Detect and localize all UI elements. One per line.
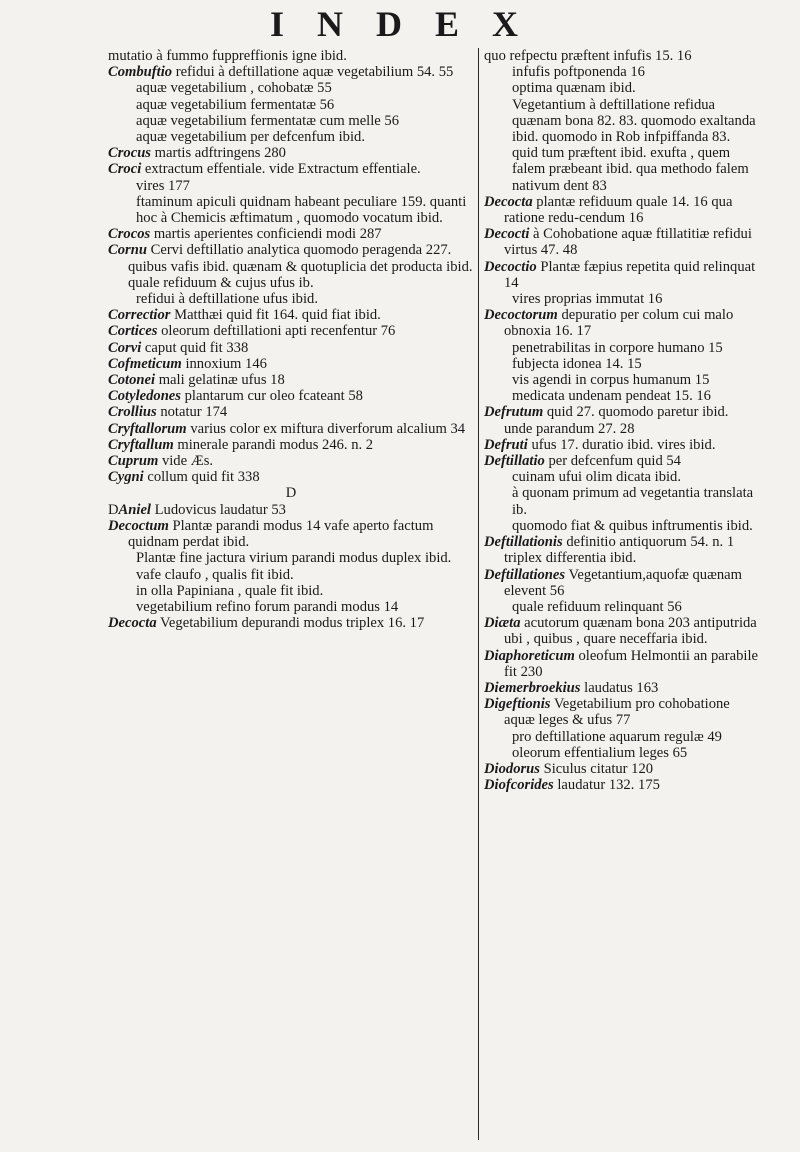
- drop-capital: D: [108, 501, 119, 518]
- index-column-right: [484, 48, 758, 793]
- index-entry: [484, 194, 758, 226]
- index-entry-text: per defcenfum quid 54: [548, 453, 681, 470]
- index-entry: [484, 567, 758, 599]
- index-entry: [108, 178, 474, 194]
- index-entry-text: à Cohobatione aquæ ftillatitiæ refidui virtus 47. 48: [504, 226, 752, 259]
- index-entry-text: acutorum quænam bona 203 antiputrida ubi , quibus , quare neceffaria ibid.: [504, 615, 757, 648]
- index-entry-text: à quonam primum ad vegetantia translata ib.: [512, 485, 754, 518]
- index-entry: [108, 113, 474, 129]
- index-entry: [108, 97, 474, 113]
- index-entry: [108, 226, 474, 242]
- index-entry: [484, 615, 758, 647]
- index-entry-text: cuinam ufui olim dicata ibid.: [512, 469, 682, 486]
- index-headword: Cotyledones: [108, 388, 181, 405]
- index-entry: [484, 64, 758, 80]
- index-entry-text: Vegetantium à deftillatione refidua quænam bona 82. 83. quomodo exaltanda ibid. quomodo in Rob infpiffanda 83. quid tum præftent ibid. exufta , quem falem præbeant ibid. qua methodo falem nativum dent 83: [512, 96, 756, 194]
- index-entry-text: mutatio à fummo fuppreffionis igne ibid.: [108, 48, 347, 64]
- index-entry-text: Plantæ fine jactura virium parandi modus duplex ibid.: [136, 550, 452, 567]
- index-entry-text: notatur 174: [160, 404, 228, 421]
- index-entry-text: quale refiduum relinquant 56: [512, 598, 682, 615]
- index-headword: Cryftallum: [108, 436, 174, 453]
- index-entry-text: Vegetabilium depurandi modus triplex 16. 17: [160, 615, 425, 632]
- index-entry: [484, 97, 758, 194]
- index-headword: Digeftionis: [484, 696, 551, 713]
- index-entry: [108, 340, 474, 356]
- index-headword: Cuprum: [108, 453, 159, 470]
- index-headword: Defrutum: [484, 404, 544, 421]
- index-entry-text: minerale parandi modus 246. n. 2: [177, 436, 374, 453]
- index-entry: [484, 437, 758, 453]
- index-headword: Decoctorum: [484, 307, 558, 324]
- index-entry-text: Vegetantium,aquofæ quænam elevent 56: [504, 566, 742, 599]
- index-headword: Crocos: [108, 226, 151, 243]
- index-column-left: [108, 48, 474, 631]
- index-headword: Croci: [108, 161, 142, 178]
- index-entry: [108, 421, 474, 437]
- index-headword: Deftillationis: [484, 534, 563, 551]
- index-entry: [484, 372, 758, 388]
- index-entry-text: Plantæ parandi modus 14 vafe aperto factum quidnam perdat ibid.: [128, 517, 434, 551]
- index-entry: [108, 372, 474, 388]
- index-entry: [108, 291, 474, 307]
- index-entry: [108, 518, 474, 550]
- index-entry-text: martis aperientes conficiendi modi 287: [153, 226, 382, 243]
- index-entry: [108, 242, 474, 291]
- index-entry: [108, 307, 474, 323]
- index-entry: [108, 453, 474, 469]
- index-entry-text: vegetabilium refino forum parandi modus 14: [136, 598, 399, 615]
- index-entry-text: martis adftringens 280: [154, 145, 286, 162]
- index-entry: [484, 485, 758, 517]
- index-headword: Correctior: [108, 307, 171, 324]
- index-entry: [108, 599, 474, 615]
- index-entry-text: quomodo fiat & quibus inftrumentis ibid.: [512, 517, 753, 534]
- index-entry-text: vafe claufo , qualis fit ibid.: [136, 566, 294, 583]
- index-headword: Cryftallorum: [108, 420, 187, 437]
- index-entry-text: aquæ vegetabilium fermentatæ 56: [136, 96, 335, 113]
- index-headword: Cofmeticum: [108, 355, 182, 372]
- index-entry: [108, 161, 474, 177]
- index-entry: [484, 388, 758, 404]
- index-entry: [484, 453, 758, 469]
- index-entry: [108, 567, 474, 583]
- index-entry: [484, 226, 758, 258]
- column-divider: [478, 48, 479, 1140]
- index-entry: [108, 145, 474, 161]
- page-header: I N D E X: [269, 4, 530, 44]
- index-headword: Diemerbroekius: [484, 679, 581, 696]
- index-headword: Cygni: [108, 469, 144, 486]
- index-entry: [484, 648, 758, 680]
- index-entry: [108, 583, 474, 599]
- index-entry: [108, 64, 474, 80]
- index-entry-text: pro deftillatione aquarum regulæ 49: [512, 728, 722, 745]
- index-entry-text: ftaminum apiculi quidnam habeant peculiare 159. quanti hoc à Chemicis æftimatum , quomodo vocatum ibid.: [136, 193, 467, 227]
- index-entry: [108, 80, 474, 96]
- index-headword: Decocta: [108, 615, 157, 632]
- index-entry: [484, 356, 758, 372]
- index-entry: [108, 388, 474, 404]
- index-entry: [108, 404, 474, 420]
- index-entry-text: vires proprias immutat 16: [512, 291, 663, 308]
- index-entry-text: oleorum deftillationi apti recenfentur 76: [161, 323, 396, 340]
- index-entry: [108, 129, 474, 145]
- index-headword: Cornu: [108, 242, 147, 259]
- index-headword: Decocta: [484, 193, 533, 210]
- index-entry-text: refidui à deftillatione aquæ vegetabilium 54. 55: [175, 64, 454, 81]
- index-entry-text: aquæ vegetabilium per defcenfum ibid.: [136, 129, 365, 146]
- index-headword: Aniel: [118, 501, 151, 518]
- index-entry-text: aquæ vegetabilium , cohobatæ 55: [136, 80, 332, 97]
- index-headword: Diaphoreticum: [484, 647, 575, 664]
- index-entry-text: caput quid fit 338: [144, 339, 249, 356]
- index-headword: Defruti: [484, 436, 528, 453]
- index-headword: Deftillatio: [484, 453, 545, 470]
- index-headword: Crocus: [108, 145, 151, 162]
- index-entry: [484, 259, 758, 291]
- index-headword: Diodorus: [484, 760, 540, 777]
- index-entry-text: collum quid fit 338: [147, 469, 260, 486]
- index-entry: [484, 745, 758, 761]
- index-entry-text: oleorum effentialium leges 65: [512, 744, 688, 761]
- index-headword: Corvi: [108, 339, 142, 356]
- index-entry-text: Matthæi quid fit 164. quid fiat ibid.: [174, 307, 381, 324]
- index-entry-text: optima quænam ibid.: [512, 80, 636, 97]
- index-headword: Cortices: [108, 323, 158, 340]
- index-entry-text: innoxium 146: [185, 355, 267, 372]
- index-entry: [484, 680, 758, 696]
- index-headword: Decocti: [484, 226, 530, 243]
- index-entry-text: Plantæ fæpius repetita quid relinquat 14: [504, 258, 756, 291]
- index-entry: [484, 291, 758, 307]
- index-headword: Diæta: [484, 615, 521, 632]
- index-entry-text: refidui à deftillatione ufus ibid.: [136, 291, 318, 308]
- index-entry-text: ufus 17. duratio ibid. vires ibid.: [531, 436, 716, 453]
- index-entry-text: vis agendi in corpus humanum 15: [512, 372, 710, 389]
- index-entry: [108, 323, 474, 339]
- index-entry-text: vide Æs.: [161, 453, 214, 470]
- index-entry-text: plantarum cur oleo fcateant 58: [184, 388, 363, 405]
- index-headword: Combuftio: [108, 64, 173, 81]
- index-entry: [484, 340, 758, 356]
- index-entry: [108, 437, 474, 453]
- index-entry-text: fubjecta idonea 14. 15: [512, 355, 642, 372]
- index-entry: [484, 404, 758, 436]
- index-headword: Deftillationes: [484, 566, 566, 583]
- index-entry: [108, 469, 474, 485]
- index-entry-text: quid 27. quomodo paretur ibid. unde parandum 27. 28: [504, 404, 729, 437]
- index-entry: [484, 307, 758, 339]
- index-entry-text: aquæ vegetabilium fermentatæ cum melle 56: [136, 112, 400, 129]
- index-entry-text: oleofum Helmontii an parabile fit 230: [504, 647, 758, 680]
- index-entry-text: vires 177: [136, 177, 190, 194]
- index-entry-text: quo refpectu præftent infufis 15. 16: [484, 48, 692, 64]
- index-entry-text: depuratio per colum cui malo obnoxia 16. 17: [504, 307, 734, 340]
- index-entry-text: medicata undenam pendeat 15. 16: [512, 388, 711, 405]
- index-entry-text: definitio antiquorum 54. n. 1 triplex differentia ibid.: [504, 534, 735, 567]
- index-entry: [108, 48, 474, 64]
- index-headword: Decoctio: [484, 258, 537, 275]
- index-entry: [108, 615, 474, 631]
- index-entry-text: varius color ex miftura diverforum alcalium 34: [190, 420, 466, 437]
- index-entry-text: plantæ refiduum quale 14. 16 qua ratione redu-cendum 16: [504, 193, 733, 227]
- index-entry: [108, 550, 474, 566]
- index-entry-text: Cervi deftillatio analytica quomodo peragenda 227. quibus vafis ibid. quænam & quotuplicia det producta ibid. quale refiduum & cujus ufus ib.: [128, 242, 473, 291]
- index-entry: [484, 518, 758, 534]
- index-entry: [484, 534, 758, 566]
- index-entry: [484, 48, 758, 64]
- index-entry: [108, 356, 474, 372]
- index-headword: Decoctum: [108, 517, 169, 534]
- index-headword: Crollius: [108, 404, 157, 421]
- index-entry: [484, 777, 758, 793]
- index-entry: [108, 194, 474, 226]
- index-entry: [484, 599, 758, 615]
- index-entry: [484, 696, 758, 728]
- index-entry-text: Siculus citatur 120: [543, 760, 654, 777]
- index-entry-text: Vegetabilium pro cohobatione aquæ leges & ufus 77: [504, 696, 730, 729]
- index-entry-text: in olla Papiniana , quale fit ibid.: [136, 582, 324, 599]
- index-entry-text: laudatur 132. 175: [557, 777, 660, 794]
- index-headword: Cotonei: [108, 372, 156, 389]
- index-entry: [484, 80, 758, 96]
- index-entry-text: Ludovicus laudatur 53: [154, 501, 286, 518]
- section-letter: D: [285, 485, 297, 502]
- index-headword: Diofcorides: [484, 777, 554, 794]
- index-entry: [108, 502, 474, 518]
- index-entry-text: infufis poftponenda 16: [512, 64, 645, 81]
- index-entry-text: extractum effentiale. vide Extractum effentiale.: [144, 161, 421, 178]
- index-entry: [484, 729, 758, 745]
- index-entry: [484, 761, 758, 777]
- index-entry-text: mali gelatinæ ufus 18: [158, 372, 285, 389]
- index-entry: [484, 469, 758, 485]
- index-entry-text: laudatus 163: [584, 679, 659, 696]
- index-entry-text: penetrabilitas in corpore humano 15: [512, 339, 723, 356]
